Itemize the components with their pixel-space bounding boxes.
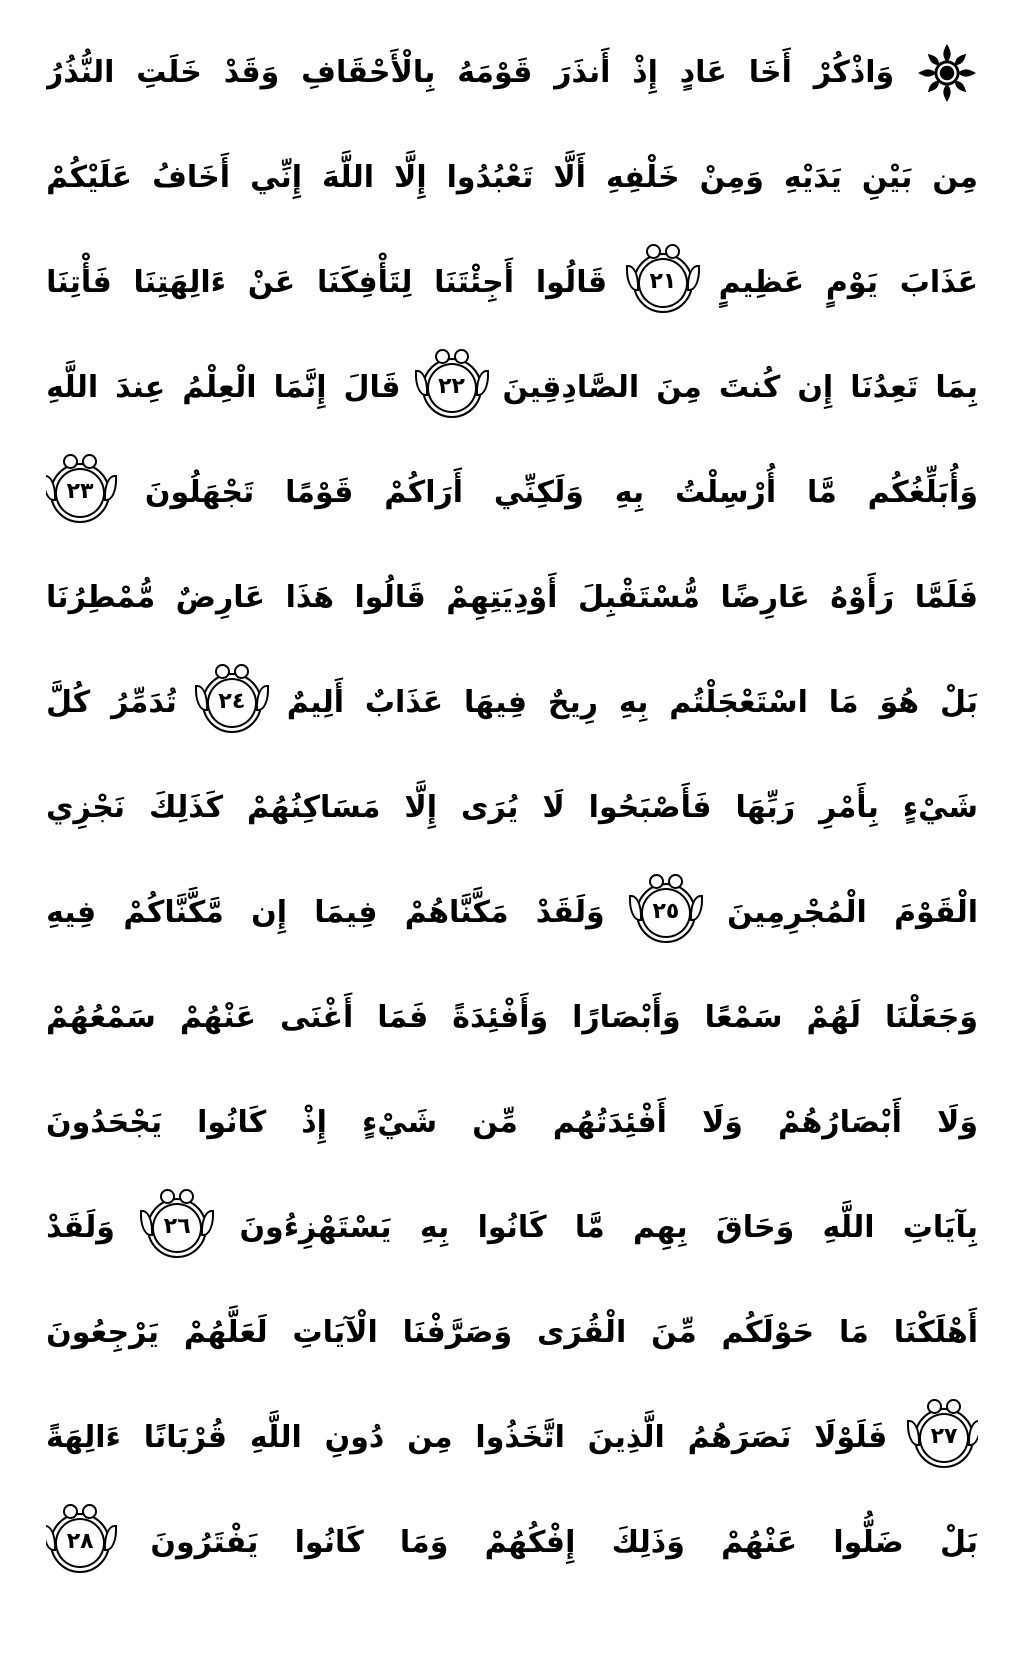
quran-word: اسْتَعْجَلْتُم xyxy=(669,684,808,720)
ayah-marker-leaf-icon xyxy=(46,475,56,501)
quran-word: يَفْتَرُونَ xyxy=(150,1524,259,1560)
quran-word: عَادٍ xyxy=(679,54,727,90)
quran-word: فَأَصْبَحُوا xyxy=(588,789,712,825)
quran-word: إِذْ xyxy=(301,1104,327,1140)
quran-word: مَكَّنَّاهُمْ xyxy=(404,894,509,930)
quran-word: فَلَمَّا xyxy=(914,579,978,615)
ayah-number: ٢٥ xyxy=(652,898,680,924)
ayah-number: ٢١ xyxy=(649,268,677,294)
quran-word: مَسَاكِنُهُمْ xyxy=(247,789,381,825)
quran-word: الْمُجْرِمِينَ xyxy=(727,894,867,930)
quran-word: وَذَلِكَ xyxy=(611,1524,685,1560)
quran-word: يُرَى xyxy=(460,789,519,825)
quran-word: قَالَ xyxy=(343,369,401,405)
quran-word: تَجْهَلُونَ xyxy=(144,474,255,510)
quran-word: ضَلُّوا xyxy=(833,1524,904,1560)
ayah-marker-leaf-icon xyxy=(140,1210,153,1236)
quran-word: أَخَافُ xyxy=(152,159,231,195)
quran-word: الصَّادِقِينَ xyxy=(502,369,640,405)
quran-word: شَيْءٍ xyxy=(361,1104,438,1140)
quran-word: مَّا xyxy=(806,474,837,510)
ayah-end-marker xyxy=(914,1408,974,1468)
ayah-number: ٢٤ xyxy=(218,688,246,714)
ayah-marker-leaf-icon xyxy=(46,1525,56,1551)
quran-word: مُّسْتَقْبِلَ xyxy=(577,579,700,615)
quran-word: وَلَا xyxy=(937,1104,978,1140)
ayah-end-marker xyxy=(147,1198,207,1258)
quran-word: بِهِم xyxy=(633,1209,688,1245)
ayah-marker-leaf-icon xyxy=(629,895,642,921)
ayah-marker-leaf-icon xyxy=(256,685,269,711)
quran-word: كَانُوا xyxy=(477,1209,547,1245)
quran-word: أَهْلَكْنَا xyxy=(893,1314,978,1350)
quran-word: حَوْلَكُم xyxy=(721,1314,815,1350)
quran-word: وَأَفْئِدَةً xyxy=(452,999,549,1035)
quran-word: لِتَأْفِكَنَا xyxy=(317,264,413,300)
quran-word: كَانُوا xyxy=(197,1104,267,1140)
mushaf-line-7 xyxy=(46,650,978,755)
quran-word: إِنِّي xyxy=(250,159,302,195)
ayah-marker-leaf-icon xyxy=(626,265,639,291)
quran-word: لَا xyxy=(542,789,565,825)
quran-word: وَأَبْصَارًا xyxy=(572,999,681,1035)
quran-word: اللَّهِ xyxy=(46,369,99,405)
quran-word: فَأْتِنَا xyxy=(46,264,112,300)
quran-word: بِهِ xyxy=(614,474,645,510)
ayah-end-marker xyxy=(50,1513,110,1573)
quran-word: يَدَيْهِ xyxy=(783,159,842,195)
quran-word: وَصَرَّفْنَا xyxy=(402,1314,513,1350)
quran-word: تُدَمِّرُ xyxy=(111,684,177,720)
quran-word: وَلَقَدْ xyxy=(535,894,605,930)
quran-word: بَيْنِ xyxy=(861,159,913,195)
quran-word: الْآيَاتِ xyxy=(292,1314,378,1350)
quran-word: لَهُمْ xyxy=(806,999,862,1035)
quran-word: مَّا xyxy=(574,1209,605,1245)
quran-word: عِندَ xyxy=(115,369,166,405)
quran-word: عَارِضٌ xyxy=(175,579,266,615)
quran-word: بِالْأَحْقَافِ xyxy=(301,54,436,90)
quran-word: فِيهِ xyxy=(46,894,97,930)
quran-word: أُرْسِلْتُ xyxy=(675,474,777,510)
ayah-marker-leaf-icon xyxy=(201,1210,214,1236)
mushaf-line-3 xyxy=(46,230,978,335)
quran-word: عَلَيْكُمْ xyxy=(46,159,133,195)
quran-word: الْقُرَى xyxy=(536,1314,627,1350)
quran-word: تَعِدُنَا xyxy=(850,369,919,405)
quran-word: أَبْصَارُهُمْ xyxy=(777,1104,902,1140)
quran-word: كُلَّ xyxy=(46,684,91,720)
quran-word: ءَالِهَتِنَا xyxy=(133,264,226,300)
quran-word: قُرْبَانًا xyxy=(143,1419,228,1455)
quran-word: فِيمَا xyxy=(314,894,378,930)
quran-word: أَخَا xyxy=(748,54,792,90)
ayah-end-marker xyxy=(202,673,262,733)
quran-word: أَلِيمٌ xyxy=(286,684,345,720)
quran-word: وَأُبَلِّغُكُم xyxy=(867,474,978,510)
quran-word: مَا xyxy=(828,684,859,720)
quran-word: عَذَابٌ xyxy=(364,684,444,720)
quran-word: عَنْهُمْ xyxy=(179,999,256,1035)
quran-word: وَلَقَدْ xyxy=(46,1209,115,1245)
mushaf-line-1 xyxy=(46,20,978,125)
rub-el-hizb-icon xyxy=(918,44,976,102)
quran-word: اتَّخَذُوا xyxy=(475,1419,565,1455)
quran-word: مَّكَّنَّاكُمْ xyxy=(123,894,224,930)
quran-word: الْقَوْمَ xyxy=(894,894,978,930)
quran-word: إِن xyxy=(797,369,834,405)
quran-word: نَصَرَهُمُ xyxy=(687,1419,792,1455)
mushaf-line-4 xyxy=(46,335,978,440)
ayah-end-marker xyxy=(422,358,482,418)
mushaf-line-9 xyxy=(46,860,978,965)
quran-word: فَمَا xyxy=(377,999,429,1035)
quran-word: يَرْجِعُونَ xyxy=(46,1314,160,1350)
ayah-marker-leaf-icon xyxy=(687,265,700,291)
quran-word: أَفْئِدَتُهُم xyxy=(552,1104,667,1140)
quran-word: بِأَمْرِ xyxy=(819,789,879,825)
quran-word: قَوْمًا xyxy=(285,474,354,510)
quran-word: سَمْعُهُمْ xyxy=(46,999,156,1035)
mushaf-line-11 xyxy=(46,1070,978,1175)
quran-word: عَذَابَ xyxy=(899,264,978,300)
quran-word: اللَّهِ xyxy=(822,1209,875,1245)
quran-word: إِنَّمَا xyxy=(273,369,327,405)
quran-word: تَعْبُدُوا xyxy=(446,159,534,195)
ayah-marker-leaf-icon xyxy=(476,370,489,396)
ayah-marker-leaf-icon xyxy=(415,370,428,396)
quran-word: عَنْهُمْ xyxy=(721,1524,798,1560)
ayah-number: ٢٨ xyxy=(66,1528,94,1554)
mushaf-line-6 xyxy=(46,545,978,650)
quran-word: أَجِئْتَنَا xyxy=(434,264,515,300)
ayah-end-marker xyxy=(636,883,696,943)
quran-word: كَانُوا xyxy=(294,1524,364,1560)
quran-word: رَأَوْهُ xyxy=(830,579,895,615)
quran-word: كَذَلِكَ xyxy=(149,789,224,825)
quran-word: إِذْ xyxy=(632,54,658,90)
quran-word: أَوْدِيَتِهِمْ xyxy=(446,579,558,615)
quran-word: مِن xyxy=(932,159,978,195)
quran-word: قَالُوا xyxy=(535,264,608,300)
quran-word: وَقَدْ xyxy=(223,54,280,90)
ayah-number: ٢٣ xyxy=(66,478,94,504)
quran-word: إِفْكُهُمْ xyxy=(484,1524,576,1560)
quran-word: بِهِ xyxy=(419,1209,450,1245)
mushaf-line-13 xyxy=(46,1280,978,1385)
quran-word: شَيْءٍ xyxy=(902,789,978,825)
quran-word: وَجَعَلْنَا xyxy=(885,999,978,1035)
quran-word: مِّن xyxy=(472,1104,518,1140)
ayah-number: ٢٦ xyxy=(163,1213,191,1239)
ayah-number: ٢٢ xyxy=(438,373,465,399)
quran-word: مِن xyxy=(407,1419,453,1455)
quran-word: يَسْتَهْزِءُونَ xyxy=(239,1209,392,1245)
quran-word: بَلْ xyxy=(939,684,978,720)
quran-word: يَجْحَدُونَ xyxy=(46,1104,163,1140)
ayah-marker-leaf-icon xyxy=(195,685,208,711)
quran-word: خَلْفِهِ xyxy=(605,159,680,195)
quran-word: الْعِلْمُ xyxy=(182,369,257,405)
quran-word: فِيهَا xyxy=(464,684,528,720)
quran-text-block xyxy=(46,20,978,1656)
quran-word: مُّمْطِرُنَا xyxy=(46,579,156,615)
quran-word: هُوَ xyxy=(879,684,920,720)
ayah-number: ٢٧ xyxy=(930,1423,958,1449)
ayah-marker-leaf-icon xyxy=(690,895,703,921)
ayah-end-marker xyxy=(50,463,110,523)
ayah-marker-leaf-icon xyxy=(104,475,117,501)
quran-word: إِن xyxy=(251,894,287,930)
quran-word: عَارِضًا xyxy=(720,579,810,615)
ayah-marker-leaf-icon xyxy=(907,1420,920,1446)
quran-word: فَلَوْلَا xyxy=(814,1419,888,1455)
mushaf-line-10 xyxy=(46,965,978,1070)
quran-word: بِمَا xyxy=(935,369,978,405)
quran-word: مَا xyxy=(839,1314,869,1350)
quran-word: وَحَاقَ xyxy=(715,1209,795,1245)
quran-word: النُّذُرُ xyxy=(46,54,115,90)
quran-word: وَلَكِنِّي xyxy=(493,474,584,510)
quran-word: عَنْ xyxy=(247,264,296,300)
quran-word: هَذَا xyxy=(285,579,334,615)
quran-word: كُنتَ xyxy=(718,369,781,405)
mushaf-line-5 xyxy=(46,440,978,545)
quran-word: وَلَا xyxy=(701,1104,743,1140)
quran-word: أَلَّا xyxy=(553,159,586,195)
quran-word: ءَالِهَةً xyxy=(46,1419,121,1455)
mushaf-line-8 xyxy=(46,755,978,860)
quran-word: نَجْزِي xyxy=(46,789,126,825)
quran-word: مِنَ xyxy=(656,369,702,405)
mushaf-line-2 xyxy=(46,125,978,230)
quran-word: أَرَاكُمْ xyxy=(384,474,464,510)
ayah-marker-leaf-icon xyxy=(968,1420,978,1446)
quran-word: وَاذْكُرْ xyxy=(813,54,895,90)
quran-word: رِيحٌ xyxy=(547,684,599,720)
quran-word: وَمَا xyxy=(399,1524,449,1560)
mushaf-line-14 xyxy=(46,1385,978,1490)
quran-word: وَمِنْ xyxy=(699,159,764,195)
quran-word: بِهِ xyxy=(618,684,649,720)
quran-word: خَلَتِ xyxy=(136,54,202,90)
quran-word: الَّذِينَ xyxy=(587,1419,665,1455)
quran-word: دُونِ xyxy=(324,1419,385,1455)
quran-word: مِّنَ xyxy=(651,1314,697,1350)
quran-word: إِلَّا xyxy=(394,159,427,195)
quran-word: اللَّهِ xyxy=(249,1419,302,1455)
quran-word: يَوْمٍ xyxy=(825,264,878,300)
ayah-end-marker xyxy=(633,253,693,313)
mushaf-line-15 xyxy=(46,1490,978,1595)
quran-word: عَظِيمٍ xyxy=(718,264,805,300)
quran-word: لَعَلَّهُمْ xyxy=(183,1314,268,1350)
quran-word: إِلَّا xyxy=(404,789,437,825)
quran-word: أَغْنَى xyxy=(279,999,354,1035)
ayah-marker-leaf-icon xyxy=(104,1525,117,1551)
mushaf-line-12 xyxy=(46,1175,978,1280)
quran-word: اللَّهَ xyxy=(322,159,374,195)
quran-word: سَمْعًا xyxy=(704,999,783,1035)
quran-word: قَوْمَهُ xyxy=(457,54,533,90)
quran-word: رَبِّهَا xyxy=(735,789,796,825)
quran-word: بِآيَاتِ xyxy=(902,1209,978,1245)
quran-word: بَلْ xyxy=(939,1524,978,1560)
quran-word: أَنذَرَ xyxy=(554,54,611,90)
quran-word: قَالُوا xyxy=(354,579,426,615)
